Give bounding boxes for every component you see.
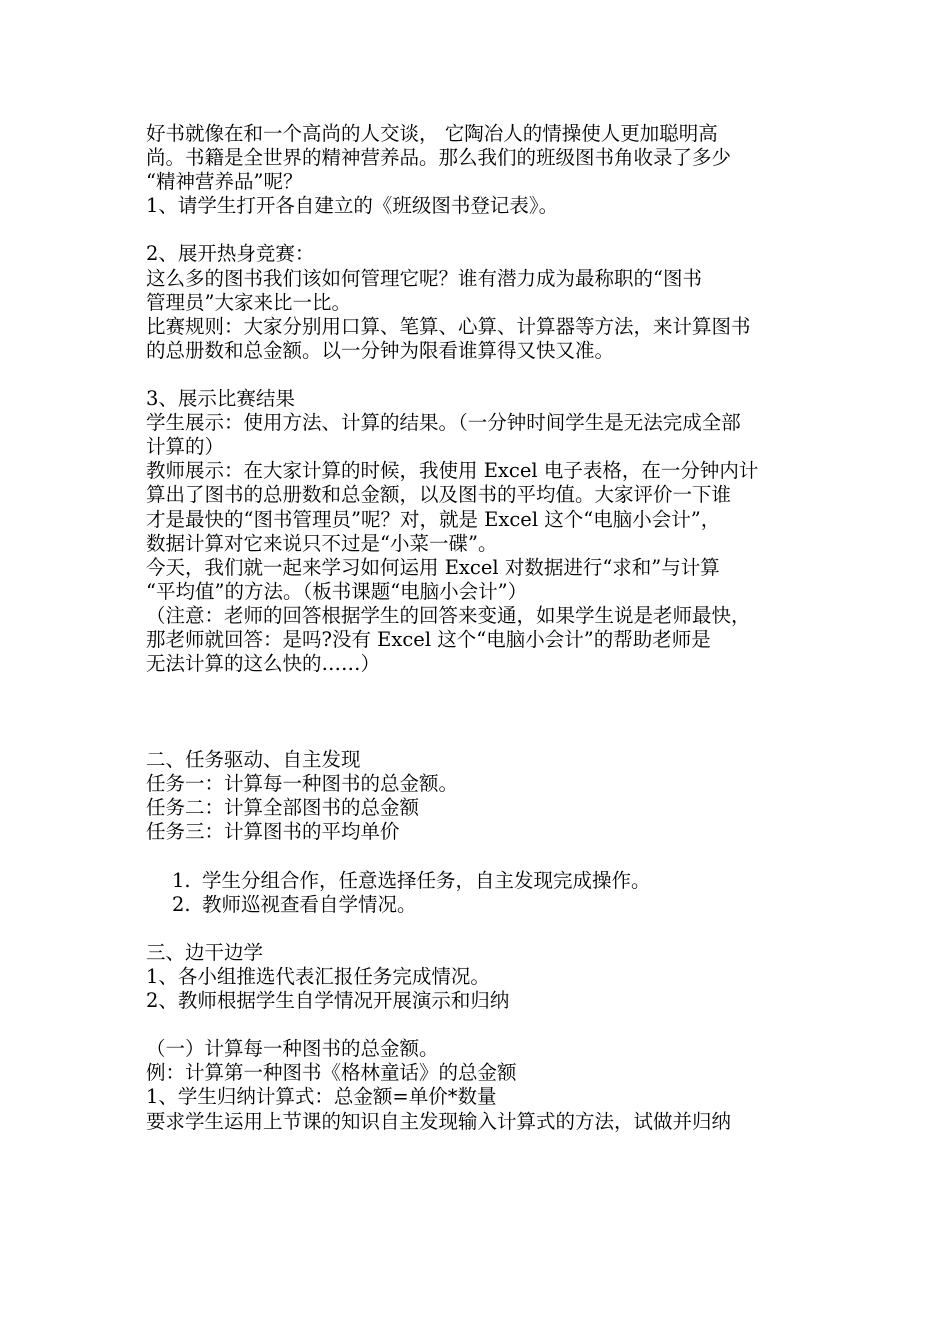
text-line: 管理员”大家来比一比。 — [146, 290, 351, 314]
learn-by-doing-section — [146, 941, 814, 1013]
text-line: 今天，我们就一起来学习如何运用 Excel 对数据进行“求和”与计算 — [146, 555, 720, 579]
text-line: 要求学生运用上节课的知识自主发现输入计算式的方法，试做并归纳 — [146, 1109, 732, 1133]
text-line: 学生展示：使用方法、计算的结果。（一分钟时间学生是无法完成全部 — [146, 411, 741, 435]
text-line: 2、教师根据学生自学情况开展演示和归纳 — [146, 989, 510, 1013]
subsection-total-amount — [146, 1037, 814, 1133]
text-line: 1、学生归纳计算式：总金额=单价*数量 — [146, 1085, 497, 1109]
text-line: 计算的） — [146, 435, 225, 459]
list-number: 2. — [172, 892, 191, 916]
section-heading: 二、任务驱动、自主发现 — [146, 748, 361, 772]
text-line: 这么多的图书我们该如何管理它呢？谁有潜力成为最称职的“图书 — [146, 266, 702, 290]
text-line: 数据计算对它来说只不过是“小菜一碟”。 — [146, 531, 498, 555]
spacer — [146, 676, 814, 748]
task-item: 任务二：计算全部图书的总金额 — [146, 796, 420, 820]
spacer — [146, 845, 814, 869]
spacer — [146, 917, 814, 941]
spacer — [146, 1013, 814, 1037]
subsection-heading: （一）计算每一种图书的总金额。 — [146, 1037, 439, 1061]
text-line: 比赛规则：大家分别用口算、笔算、心算、计算器等方法，来计算图书 — [146, 314, 751, 338]
list-item — [146, 869, 814, 893]
text-line: （注意：老师的回答根据学生的回答来变通，如果学生说是老师最快， — [146, 603, 751, 627]
list-text: 学生分组合作，任意选择任务，自主发现完成操作。 — [202, 868, 651, 892]
text-line: 无法计算的这么快的……） — [146, 652, 381, 676]
text-line: 好书就像在和一个高尚的人交谈， 它陶冶人的情操使人更加聪明高 — [146, 122, 718, 145]
text-line: 教师展示：在大家计算的时候，我使用 Excel 电子表格，在一分钟内计 — [146, 459, 759, 483]
document-page — [146, 122, 814, 1134]
task-item: 任务三：计算图书的平均单价 — [146, 820, 400, 844]
text-line: 算出了图书的总册数和总金额，以及图书的平均值。大家评价一下谁 — [146, 483, 732, 507]
tasks-section — [146, 748, 814, 844]
text-line: 那老师就回答：是吗?没有 Excel 这个“电脑小会计”的帮助老师是 — [146, 627, 711, 651]
spacer — [146, 218, 814, 242]
text-line: 例：计算第一种图书《格林童话》的总金额 — [146, 1061, 517, 1085]
list-text: 教师巡视查看自学情况。 — [202, 892, 417, 916]
warmup-section — [146, 242, 814, 362]
text-line: 尚。书籍是全世界的精神营养品。那么我们的班级图书角收录了多少 — [146, 146, 732, 170]
list-item — [146, 893, 814, 917]
section-heading: 三、边干边学 — [146, 940, 264, 964]
intro-paragraph — [146, 122, 814, 218]
text-line: 才是最快的“图书管理员”呢？对，就是 Excel 这个“电脑小会计”， — [146, 507, 721, 531]
text-line: “平均值”的方法。（板书课题“电脑小会计”） — [146, 579, 528, 603]
task-item: 任务一：计算每一种图书的总金额。 — [146, 772, 459, 796]
section-heading: 2、展开热身竞赛： — [146, 242, 315, 266]
list-number: 1. — [172, 868, 191, 892]
text-line: “精神营养品”呢？ — [146, 170, 303, 194]
spacer — [146, 363, 814, 387]
text-line: 1、各小组推选代表汇报任务完成情况。 — [146, 965, 490, 988]
text-line: 的总册数和总金额。以一分钟为限看谁算得又快又准。 — [146, 338, 615, 362]
text-line: 1、请学生打开各自建立的《班级图书登记表》。 — [146, 194, 559, 218]
steps-list — [146, 869, 814, 917]
section-heading: 3、展示比赛结果 — [146, 387, 295, 411]
results-section — [146, 387, 814, 676]
